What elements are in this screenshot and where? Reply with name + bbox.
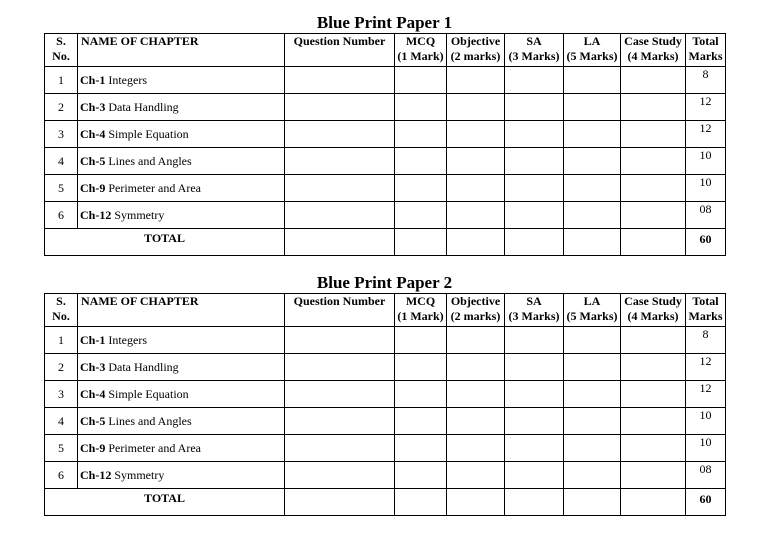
header-la: LA (5 Marks) bbox=[564, 294, 621, 327]
cell-la bbox=[564, 354, 621, 381]
row-total-marks: 8 bbox=[686, 327, 726, 354]
cell-mcq bbox=[395, 229, 447, 256]
header-mcq: MCQ (1 Mark) bbox=[395, 294, 447, 327]
cell-objective bbox=[447, 202, 505, 229]
row-total-marks: 12 bbox=[686, 354, 726, 381]
chapter-name: Data Handling bbox=[105, 359, 179, 374]
row-sno: 3 bbox=[45, 381, 78, 408]
row-total-marks: 8 bbox=[686, 67, 726, 94]
cell-objective bbox=[447, 148, 505, 175]
header-chapter: NAME OF CHAPTER bbox=[78, 294, 285, 327]
chapter-code: Ch-5 bbox=[80, 153, 106, 168]
header-sno: S. No. bbox=[45, 34, 78, 67]
cell-la bbox=[564, 175, 621, 202]
cell-objective bbox=[447, 175, 505, 202]
table-row bbox=[45, 408, 726, 435]
chapter-code: Ch-12 bbox=[80, 207, 112, 222]
cell-mcq bbox=[395, 94, 447, 121]
row-total-marks: 08 bbox=[686, 202, 726, 229]
cell-mcq bbox=[395, 489, 447, 516]
row-chapter bbox=[78, 462, 285, 489]
total-row bbox=[45, 229, 726, 256]
cell-objective bbox=[447, 489, 505, 516]
table-row bbox=[45, 462, 726, 489]
table-row bbox=[45, 148, 726, 175]
cell-question-number bbox=[285, 121, 395, 148]
row-sno: 6 bbox=[45, 202, 78, 229]
cell-la bbox=[564, 202, 621, 229]
table-row bbox=[45, 175, 726, 202]
chapter-name: Data Handling bbox=[105, 99, 179, 114]
blueprint-table bbox=[44, 293, 726, 516]
table-row bbox=[45, 67, 726, 94]
header-question-number: Question Number bbox=[285, 294, 395, 327]
cell-objective bbox=[447, 462, 505, 489]
blueprint-section bbox=[44, 13, 725, 256]
cell-question-number bbox=[285, 67, 395, 94]
cell-mcq bbox=[395, 435, 447, 462]
table-row bbox=[45, 381, 726, 408]
chapter-name: Integers bbox=[105, 72, 147, 87]
chapter-code: Ch-1 bbox=[80, 332, 106, 347]
cell-case-study bbox=[621, 381, 686, 408]
cell-mcq bbox=[395, 408, 447, 435]
cell-case-study bbox=[621, 175, 686, 202]
row-total-marks: 10 bbox=[686, 148, 726, 175]
paper-title: Blue Print Paper 1 bbox=[316, 13, 453, 32]
cell-sa bbox=[505, 202, 564, 229]
cell-sa bbox=[505, 327, 564, 354]
chapter-code: Ch-1 bbox=[80, 72, 106, 87]
chapter-name: Perimeter and Area bbox=[105, 440, 201, 455]
cell-la bbox=[564, 94, 621, 121]
cell-sa bbox=[505, 354, 564, 381]
row-total-marks: 08 bbox=[686, 462, 726, 489]
table-row bbox=[45, 435, 726, 462]
header-mcq: MCQ (1 Mark) bbox=[395, 34, 447, 67]
cell-sa bbox=[505, 121, 564, 148]
row-sno: 4 bbox=[45, 148, 78, 175]
cell-sa bbox=[505, 175, 564, 202]
chapter-name: Lines and Angles bbox=[105, 153, 192, 168]
cell-la bbox=[564, 489, 621, 516]
chapter-code: Ch-4 bbox=[80, 386, 106, 401]
chapter-code: Ch-4 bbox=[80, 126, 106, 141]
chapter-name: Perimeter and Area bbox=[105, 180, 201, 195]
cell-la bbox=[564, 148, 621, 175]
cell-sa bbox=[505, 67, 564, 94]
cell-question-number bbox=[285, 408, 395, 435]
cell-question-number bbox=[285, 202, 395, 229]
cell-la bbox=[564, 327, 621, 354]
header-objective: Objective (2 marks) bbox=[447, 34, 505, 67]
row-total-marks: 10 bbox=[686, 435, 726, 462]
row-chapter bbox=[78, 175, 285, 202]
cell-objective bbox=[447, 381, 505, 408]
cell-mcq bbox=[395, 202, 447, 229]
cell-sa bbox=[505, 462, 564, 489]
cell-sa bbox=[505, 408, 564, 435]
cell-case-study bbox=[621, 121, 686, 148]
header-case-study: Case Study (4 Marks) bbox=[621, 34, 686, 67]
chapter-name: Integers bbox=[105, 332, 147, 347]
row-sno: 6 bbox=[45, 462, 78, 489]
cell-question-number bbox=[285, 354, 395, 381]
blueprint-section bbox=[44, 273, 725, 516]
cell-sa bbox=[505, 435, 564, 462]
header-total-marks: Total Marks bbox=[686, 34, 726, 67]
total-label: TOTAL bbox=[45, 489, 285, 516]
cell-case-study bbox=[621, 94, 686, 121]
header-sno: S. No. bbox=[45, 294, 78, 327]
header-sa: SA (3 Marks) bbox=[505, 294, 564, 327]
grand-total-marks: 60 bbox=[686, 489, 726, 516]
chapter-code: Ch-3 bbox=[80, 99, 106, 114]
row-total-marks: 12 bbox=[686, 121, 726, 148]
cell-case-study bbox=[621, 435, 686, 462]
cell-sa bbox=[505, 229, 564, 256]
cell-sa bbox=[505, 381, 564, 408]
cell-mcq bbox=[395, 148, 447, 175]
cell-case-study bbox=[621, 489, 686, 516]
cell-case-study bbox=[621, 67, 686, 94]
cell-question-number bbox=[285, 175, 395, 202]
row-sno: 3 bbox=[45, 121, 78, 148]
chapter-code: Ch-9 bbox=[80, 440, 106, 455]
chapter-name: Symmetry bbox=[111, 467, 165, 482]
cell-la bbox=[564, 462, 621, 489]
total-label: TOTAL bbox=[45, 229, 285, 256]
cell-mcq bbox=[395, 67, 447, 94]
cell-question-number bbox=[285, 94, 395, 121]
header-sa: SA (3 Marks) bbox=[505, 34, 564, 67]
chapter-code: Ch-9 bbox=[80, 180, 106, 195]
row-chapter bbox=[78, 202, 285, 229]
row-sno: 2 bbox=[45, 354, 78, 381]
cell-question-number bbox=[285, 381, 395, 408]
table-row bbox=[45, 94, 726, 121]
cell-mcq bbox=[395, 175, 447, 202]
row-chapter bbox=[78, 148, 285, 175]
row-sno: 5 bbox=[45, 175, 78, 202]
paper-title: Blue Print Paper 2 bbox=[316, 273, 453, 292]
row-sno: 1 bbox=[45, 327, 78, 354]
cell-question-number bbox=[285, 229, 395, 256]
chapter-code: Ch-12 bbox=[80, 467, 112, 482]
cell-objective bbox=[447, 354, 505, 381]
chapter-code: Ch-5 bbox=[80, 413, 106, 428]
cell-objective bbox=[447, 67, 505, 94]
table-row bbox=[45, 354, 726, 381]
header-objective: Objective (2 marks) bbox=[447, 294, 505, 327]
cell-objective bbox=[447, 327, 505, 354]
cell-mcq bbox=[395, 381, 447, 408]
row-chapter bbox=[78, 381, 285, 408]
row-chapter bbox=[78, 327, 285, 354]
header-row bbox=[45, 294, 726, 327]
row-total-marks: 12 bbox=[686, 381, 726, 408]
cell-question-number bbox=[285, 462, 395, 489]
header-chapter: NAME OF CHAPTER bbox=[78, 34, 285, 67]
cell-sa bbox=[505, 148, 564, 175]
chapter-name: Simple Equation bbox=[105, 126, 189, 141]
header-question-number: Question Number bbox=[285, 34, 395, 67]
header-case-study: Case Study (4 Marks) bbox=[621, 294, 686, 327]
table-row bbox=[45, 202, 726, 229]
cell-objective bbox=[447, 121, 505, 148]
row-sno: 2 bbox=[45, 94, 78, 121]
cell-case-study bbox=[621, 462, 686, 489]
header-row bbox=[45, 34, 726, 67]
cell-case-study bbox=[621, 229, 686, 256]
cell-la bbox=[564, 121, 621, 148]
cell-case-study bbox=[621, 354, 686, 381]
chapter-name: Symmetry bbox=[111, 207, 165, 222]
cell-mcq bbox=[395, 121, 447, 148]
cell-question-number bbox=[285, 148, 395, 175]
cell-question-number bbox=[285, 435, 395, 462]
cell-mcq bbox=[395, 354, 447, 381]
cell-question-number bbox=[285, 489, 395, 516]
row-total-marks: 12 bbox=[686, 94, 726, 121]
row-sno: 4 bbox=[45, 408, 78, 435]
row-total-marks: 10 bbox=[686, 408, 726, 435]
cell-la bbox=[564, 408, 621, 435]
row-chapter bbox=[78, 435, 285, 462]
cell-objective bbox=[447, 408, 505, 435]
cell-objective bbox=[447, 94, 505, 121]
row-chapter bbox=[78, 121, 285, 148]
chapter-code: Ch-3 bbox=[80, 359, 106, 374]
cell-case-study bbox=[621, 408, 686, 435]
chapter-name: Simple Equation bbox=[105, 386, 189, 401]
table-row bbox=[45, 327, 726, 354]
cell-objective bbox=[447, 435, 505, 462]
row-chapter bbox=[78, 354, 285, 381]
cell-case-study bbox=[621, 148, 686, 175]
table-body bbox=[45, 67, 726, 256]
cell-la bbox=[564, 435, 621, 462]
total-row bbox=[45, 489, 726, 516]
cell-la bbox=[564, 229, 621, 256]
row-chapter bbox=[78, 408, 285, 435]
table-row bbox=[45, 121, 726, 148]
cell-case-study bbox=[621, 327, 686, 354]
row-total-marks: 10 bbox=[686, 175, 726, 202]
cell-la bbox=[564, 381, 621, 408]
cell-sa bbox=[505, 489, 564, 516]
chapter-name: Lines and Angles bbox=[105, 413, 192, 428]
cell-objective bbox=[447, 229, 505, 256]
blueprint-table bbox=[44, 33, 726, 256]
row-chapter bbox=[78, 67, 285, 94]
cell-case-study bbox=[621, 202, 686, 229]
header-total-marks: Total Marks bbox=[686, 294, 726, 327]
cell-sa bbox=[505, 94, 564, 121]
row-sno: 5 bbox=[45, 435, 78, 462]
cell-question-number bbox=[285, 327, 395, 354]
grand-total-marks: 60 bbox=[686, 229, 726, 256]
row-chapter bbox=[78, 94, 285, 121]
cell-la bbox=[564, 67, 621, 94]
cell-mcq bbox=[395, 327, 447, 354]
cell-mcq bbox=[395, 462, 447, 489]
header-la: LA (5 Marks) bbox=[564, 34, 621, 67]
table-body bbox=[45, 327, 726, 516]
row-sno: 1 bbox=[45, 67, 78, 94]
